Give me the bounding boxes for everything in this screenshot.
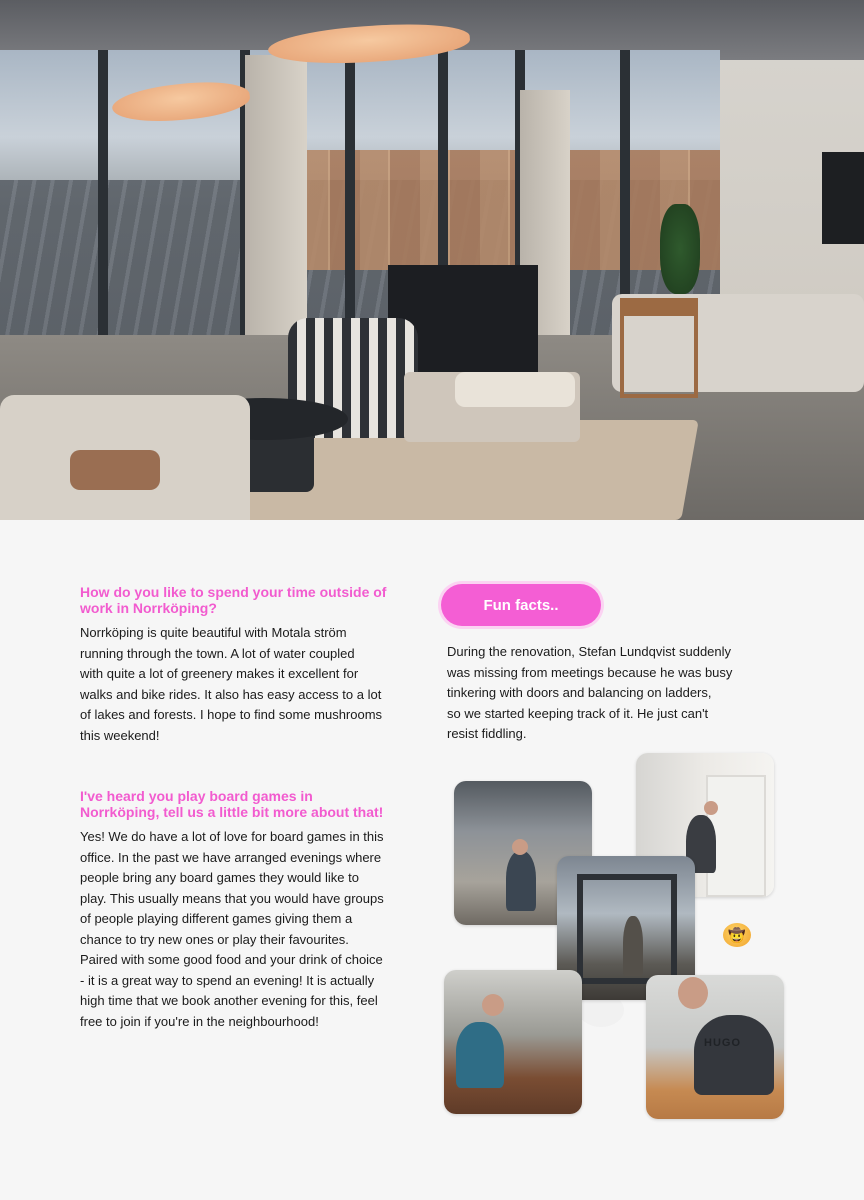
answer-line: - it is a great way to spend an evening! It is actually <box>80 972 375 988</box>
answer-line: with quite a lot of greenery makes it excellent for <box>80 666 359 681</box>
fun-facts-line: tinkering with doors and balancing on ladders, <box>447 685 712 700</box>
plant <box>660 204 700 294</box>
answer-line: of lakes and forests. I hope to find some mushrooms <box>80 707 383 722</box>
answer-line: office. In the past we have arranged evenings where <box>80 849 382 865</box>
shirt-print: HUGO <box>704 1037 741 1049</box>
person-figure <box>456 1022 504 1088</box>
answer-line: Paired with some good food and your drink of choice <box>80 952 383 967</box>
answer-line: walks and bike rides. It also has easy access to a lot <box>80 686 382 702</box>
person-head <box>678 977 708 1009</box>
question-line: work in Norrköping? <box>80 600 217 616</box>
throw-blanket <box>455 372 575 407</box>
tv <box>822 152 864 244</box>
question-heading <box>80 584 386 616</box>
answer-line: this weekend! <box>80 727 160 743</box>
fun-facts-badge: Fun facts.. <box>441 584 601 626</box>
cowboy-emoji-icon: 🤠 <box>723 923 751 947</box>
brick-buildings <box>300 150 720 270</box>
person-figure <box>506 851 536 911</box>
person-head <box>704 801 718 815</box>
cushion <box>70 450 160 490</box>
window-frame <box>98 50 108 340</box>
window-frame <box>345 50 355 340</box>
answer-line: of people playing different games giving them a <box>80 911 353 926</box>
fun-facts-paragraph <box>447 642 732 745</box>
answer-line: high time that we book another evening for this, feel <box>80 993 378 1008</box>
person-figure <box>694 1015 774 1095</box>
question-heading <box>80 788 383 820</box>
answer-line: free to join if you're in the neighbourhood! <box>80 1013 319 1029</box>
collage-photo-table <box>646 975 784 1119</box>
fun-facts-line: so we started keeping track of it. He just can't <box>447 705 709 721</box>
answer-line: chance to try new ones or play their favourites. <box>80 931 349 947</box>
answer-line: people bring any board games they would like to <box>80 870 359 885</box>
answer-paragraph <box>80 623 382 746</box>
question-line: I've heard you play board games in <box>80 788 313 804</box>
hero-photo <box>0 0 864 520</box>
question-line: How do you like to spend your time outside of <box>80 584 387 600</box>
fun-facts-line: was missing from meetings because he was busy <box>447 664 733 680</box>
question-line: Norrköping, tell us a little bit more about that! <box>80 804 384 820</box>
answer-line: running through the town. A lot of water coupled <box>80 645 355 661</box>
answer-paragraph <box>80 827 384 1032</box>
person-head <box>482 994 504 1016</box>
answer-line: Yes! We do have a lot of love for board games in this <box>80 829 384 844</box>
answer-line: Norrköping is quite beautiful with Motala ström <box>80 625 347 640</box>
chair <box>620 298 698 398</box>
fun-facts-line: resist fiddling. <box>447 726 527 741</box>
person-head <box>512 839 528 855</box>
person-figure <box>623 916 643 976</box>
fun-facts-line: During the renovation, Stefan Lundqvist suddenly <box>447 644 732 659</box>
answer-line: play. This usually means that you would have groups <box>80 890 384 906</box>
collage-photo-desk <box>444 970 582 1114</box>
